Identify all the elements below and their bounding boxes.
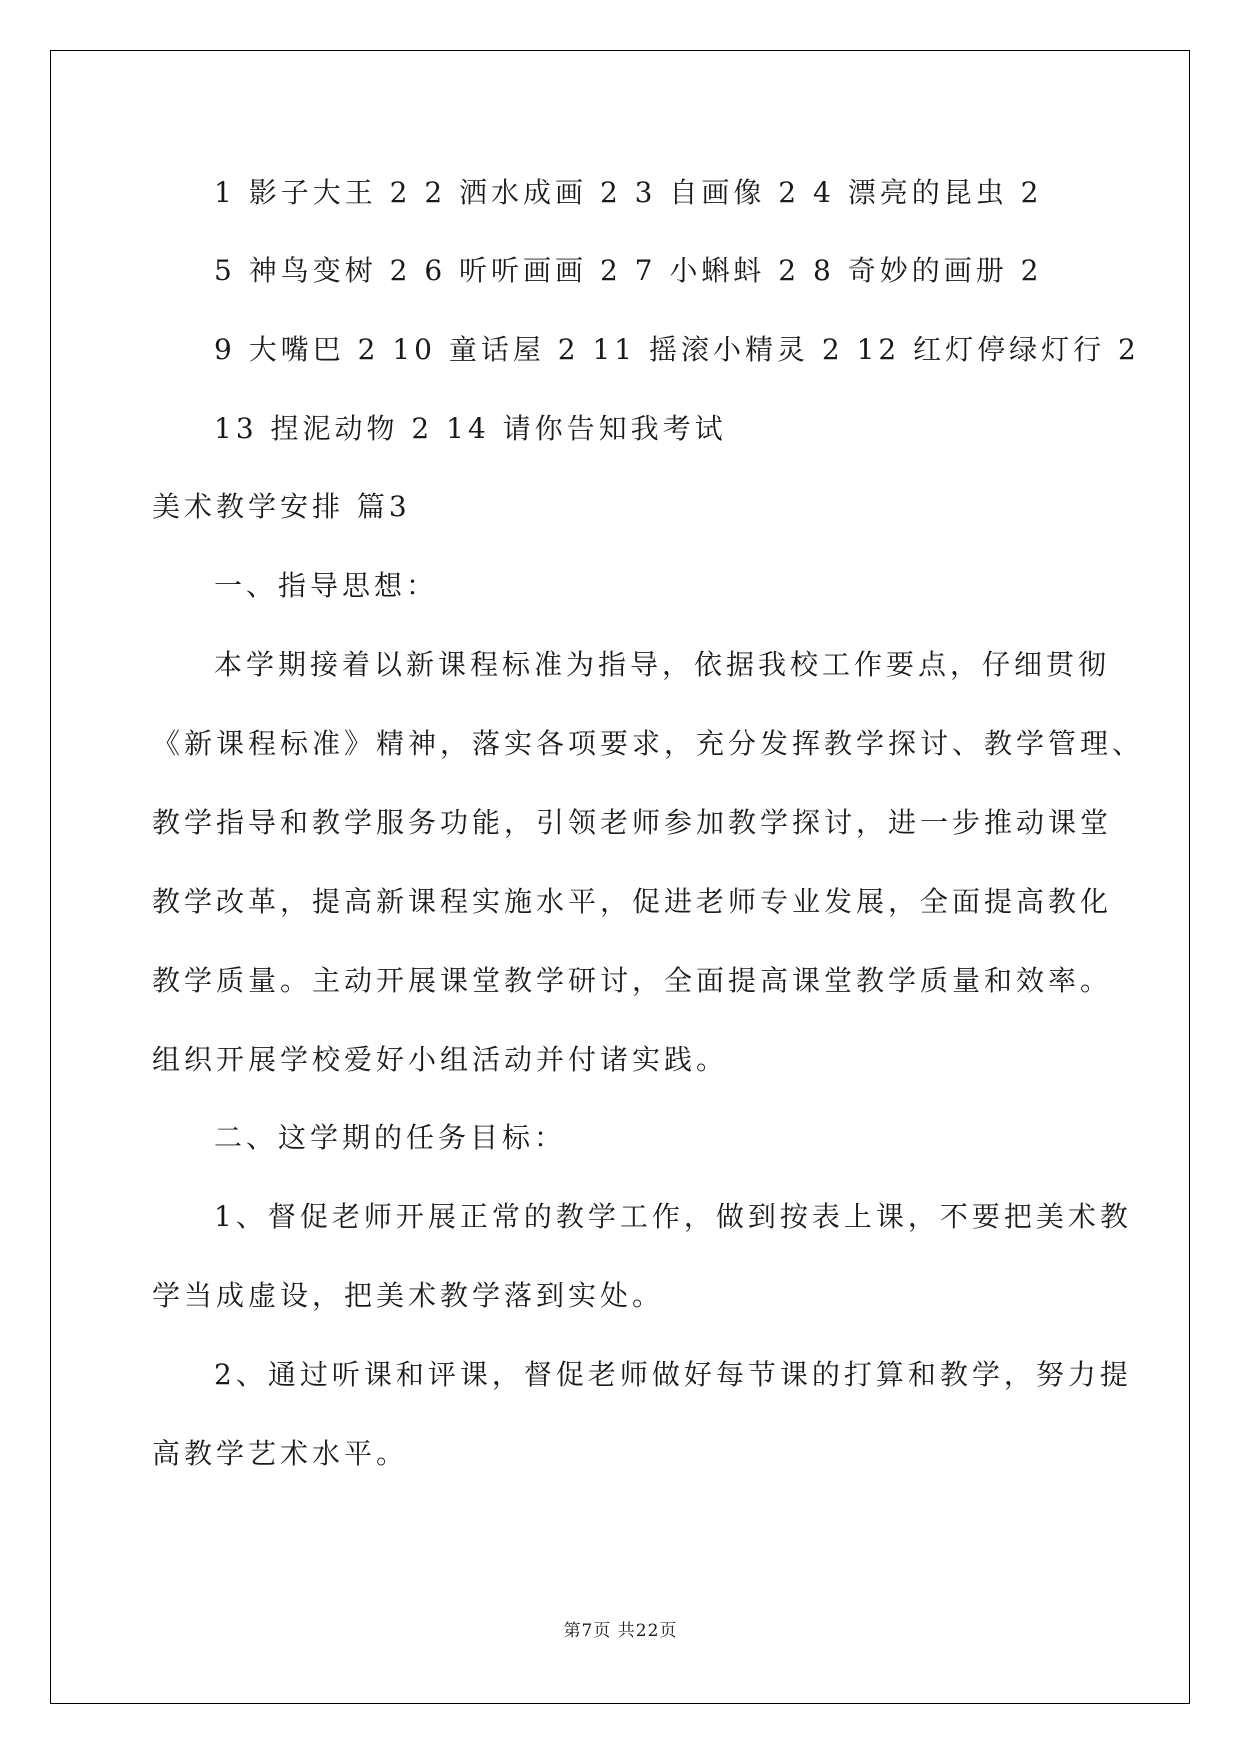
text-line: 9 大嘴巴 2 10 童话屋 2 11 摇滚小精灵 2 12 红灯停绿灯行 2 xyxy=(214,333,1140,366)
paragraph-line: 本学期接着以新课程标准为指导，依据我校工作要点，仔细贯彻 xyxy=(214,648,1111,681)
paragraph-line: 组织开展学校爱好小组活动并付诸实践。 xyxy=(152,1043,729,1076)
page-footer: 第7页 共22页 xyxy=(563,1621,678,1641)
text-line: 5 神鸟变树 2 6 听听画画 2 7 小蝌蚪 2 8 奇妙的画册 2 xyxy=(214,254,1043,287)
text-line: 13 捏泥动物 2 14 请你告知我考试 xyxy=(214,412,727,445)
section-heading: 美术教学安排 篇3 xyxy=(152,490,411,523)
paragraph-line: 教学改革，提高新课程实施水平，促进老师专业发展，全面提高教化 xyxy=(152,885,1113,918)
text-line: 1 影子大王 2 2 洒水成画 2 3 自画像 2 4 漂亮的昆虫 2 xyxy=(214,176,1043,209)
paragraph-line: 1、督促老师开展正常的教学工作，做到按表上课，不要把美术教 xyxy=(214,1200,1132,1233)
paragraph-line: 学当成虚设，把美术教学落到实处。 xyxy=(152,1279,665,1312)
paragraph-line: 《新课程标准》精神，落实各项要求，充分发挥教学探讨、教学管理、 xyxy=(152,727,1145,760)
paragraph-line: 高教学艺术水平。 xyxy=(152,1437,409,1470)
subheading: 一、指导思想： xyxy=(214,569,439,602)
paragraph-line: 教学指导和教学服务功能，引领老师参加教学探讨，进一步推动课堂 xyxy=(152,806,1113,839)
paragraph-line: 2、通过听课和评课，督促老师做好每节课的打算和教学，努力提 xyxy=(214,1358,1132,1391)
paragraph-line: 教学质量。主动开展课堂教学研讨，全面提高课堂教学质量和效率。 xyxy=(152,964,1113,997)
subheading: 二、这学期的任务目标： xyxy=(214,1121,567,1154)
